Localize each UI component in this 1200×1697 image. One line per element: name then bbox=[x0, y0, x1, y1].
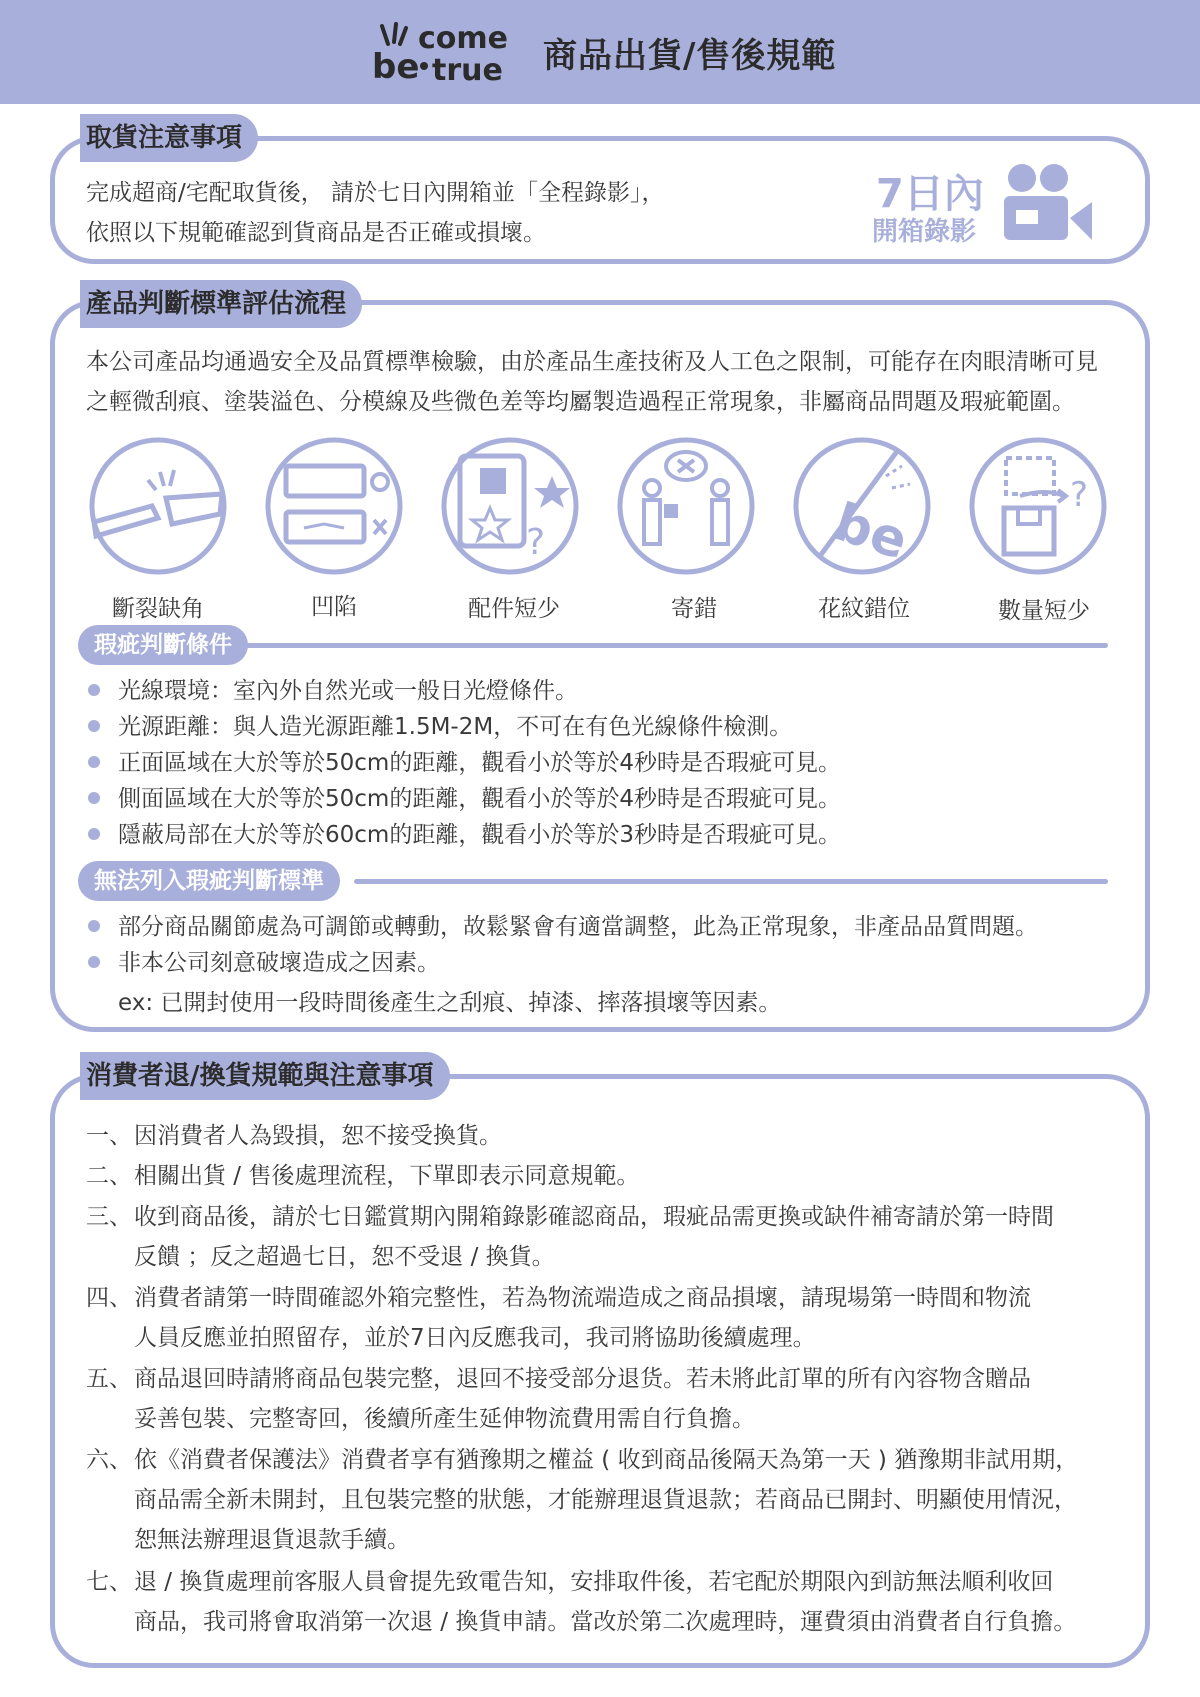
logo-true: true bbox=[432, 53, 503, 84]
svg-text:?: ? bbox=[1070, 475, 1089, 515]
becometrue-logo bbox=[372, 22, 522, 84]
return-rules-tab: 消費者退/換貨規範與注意事項 bbox=[80, 1052, 450, 1100]
logo-come: come bbox=[418, 22, 508, 56]
defect-item: 隱蔽局部在大於等於60cm的距離，觀看小於等於3秒時是否瑕疵可見。 bbox=[88, 820, 841, 850]
icon-label-broken: 斷裂缺角 bbox=[112, 596, 204, 622]
promo-days: 7日內 bbox=[876, 171, 984, 217]
excluded-item: 部分商品關節處為可調節或轉動，故鬆緊會有適當調整，此為正常現象，非產品品質問題。 bbox=[88, 912, 1038, 942]
rule-item: 一、因消費者人為毀損，恕不接受換貨。 bbox=[86, 1123, 502, 1149]
evaluation-intro-line2: 之輕微刮痕、塗裝溢色、分模線及些微色差等均屬製造過程正常現象，非屬商品問題及瑕疵範圍。 bbox=[86, 389, 1075, 415]
dent-icon bbox=[264, 436, 404, 576]
icon-label-short-quantity: 數量短少 bbox=[998, 598, 1090, 624]
defect-item: 光線環境：室內外自然光或一般日光燈條件。 bbox=[88, 676, 578, 706]
icon-label-wrong-item: 寄錯 bbox=[671, 596, 717, 622]
rule-item: 四、消費者請第一時間確認外箱完整性，若為物流端造成之商品損壞，請現場第一時間和物流 人員反應並拍照留存，並於7日內反應我司，我司將協助後續處理。 bbox=[86, 1285, 1031, 1351]
broken-piece-icon bbox=[88, 436, 228, 576]
page-title: 商品出貨/售後規範 bbox=[543, 36, 837, 76]
video-camera-icon bbox=[1002, 162, 1094, 244]
missing-parts-icon bbox=[440, 436, 580, 576]
defect-criteria-tab: 瑕疵判斷條件 bbox=[78, 625, 248, 665]
pickup-notice-tab: 取貨注意事項 bbox=[80, 114, 258, 162]
promo-label: 開箱錄影 bbox=[872, 217, 977, 247]
svg-text:be: be bbox=[827, 492, 915, 572]
rule-item: 二、相關出貨 / 售後處理流程，下單即表示同意規範。 bbox=[86, 1163, 640, 1189]
logo-be: be bbox=[372, 47, 420, 84]
evaluation-intro-line1: 本公司產品均通過安全及品質標準檢驗，由於產品生產技術及人工色之限制，可能存在肉眼清晰可見 bbox=[86, 349, 1098, 375]
pickup-notice-line1: 完成超商/宅配取貨後， 請於七日內開箱並「全程錄影」， bbox=[86, 180, 665, 206]
rule-item: 七、退 / 換貨處理前客服人員會提先致電告知，安排取件後，若宅配於期限內到訪無法順利收回 商品，我司將會取消第一次退 / 換貨申請。當改於第二次處理時，運費須由消費者自行負擔。 bbox=[86, 1569, 1077, 1635]
page-header bbox=[0, 0, 1200, 104]
defect-item: 光源距離：與人造光源距離1.5M-2M，不可在有色光線條件檢測。 bbox=[88, 712, 792, 742]
defect-criteria-divider bbox=[242, 643, 1108, 648]
defect-item: 正面區域在大於等於50cm的距離，觀看小於等於4秒時是否瑕疵可見。 bbox=[88, 748, 841, 778]
svg-text:?: ? bbox=[526, 522, 546, 563]
rule-item: 三、收到商品後，請於七日鑑賞期內開箱錄影確認商品，瑕疵品需更換或缺件補寄請於第一時間 反饋 ；反之超過七日，恕不受退 / 換貨。 bbox=[86, 1204, 1054, 1270]
excluded-criteria-divider bbox=[354, 879, 1108, 884]
icon-label-misprint: 花紋錯位 bbox=[818, 596, 910, 622]
evaluation-tab: 產品判斷標準評估流程 bbox=[80, 280, 362, 328]
icon-label-missing-parts: 配件短少 bbox=[468, 596, 560, 622]
pickup-notice-line2: 依照以下規範確認到貨商品是否正確或損壞。 bbox=[86, 220, 546, 246]
excluded-item: 非本公司刻意破壞造成之因素。 bbox=[88, 948, 440, 978]
rule-item: 六、依《消費者保護法》消費者享有猶豫期之權益 ( 收到商品後隔天為第一天 ) 猶豫期非試用期， 商品需全新未開封，且包裝完整的狀態，才能辦理退貨退款；若商品已開封、明顯使用情況， 恕無法辦理退貨退款手續。 bbox=[86, 1447, 1079, 1553]
defect-item: 側面區域在大於等於50cm的距離，觀看小於等於4秒時是否瑕疵可見。 bbox=[88, 784, 841, 814]
wrong-item-icon bbox=[616, 436, 756, 576]
misprint-icon bbox=[792, 436, 932, 576]
rule-item: 五、商品退回時請將商品包裝完整，退回不接受部分退货。若未將此訂單的所有內容物含贈品 妥善包裝、完整寄回，後續所產生延伸物流費用需自行負擔。 bbox=[86, 1366, 1031, 1432]
icon-label-dent: 凹陷 bbox=[311, 594, 357, 620]
short-quantity-icon bbox=[968, 436, 1108, 576]
excluded-criteria-tab: 無法列入瑕疵判斷標準 bbox=[78, 861, 340, 901]
excluded-example: ex: 已開封使用一段時間後產生之刮痕、掉漆、摔落損壞等因素。 bbox=[118, 990, 782, 1016]
